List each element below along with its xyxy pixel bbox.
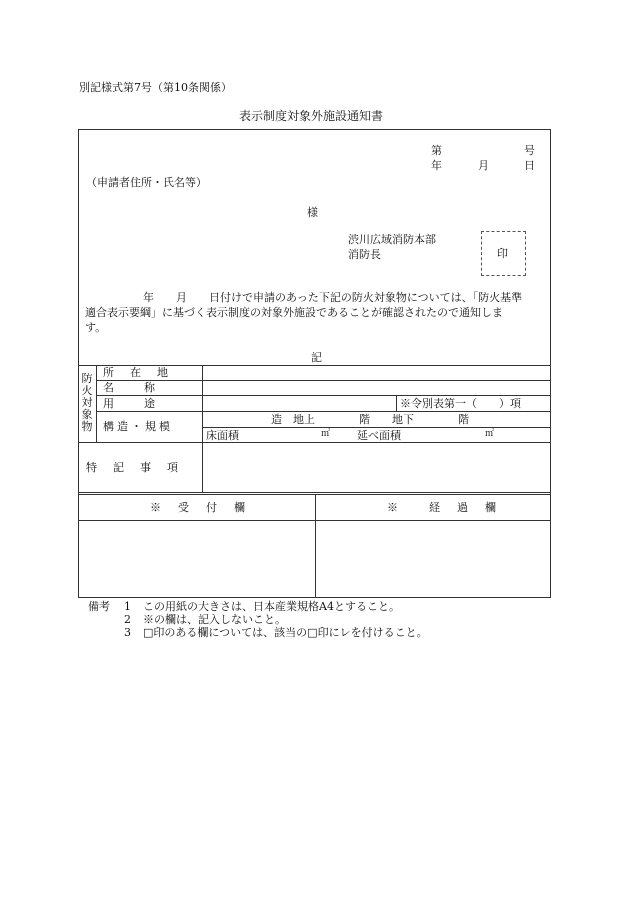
use-note: ※令別表第一（ ）項: [400, 397, 521, 410]
total-area-unit: ㎡: [485, 429, 495, 439]
row-line-2: [96, 395, 551, 396]
note-3-num: 3: [124, 626, 131, 639]
ki-heading: 記: [311, 351, 322, 364]
row-line-3: [96, 411, 551, 412]
issuer-org: 渋川広域消防本部: [348, 233, 436, 246]
issuer-title: 消防長: [348, 248, 381, 261]
applicant-label: （申請者住所・氏名等）: [86, 176, 207, 189]
side-label-fire-object: 防火対象物: [81, 372, 93, 433]
progress-column-heading: ※ 経 過 欄: [387, 501, 499, 514]
floor-area-unit: ㎡: [321, 429, 331, 439]
label-structure: 構造・規模: [103, 420, 173, 433]
body-line-1: 年 月 日付けで申請のあった下記の防火対象物については、「防火基準: [143, 291, 523, 304]
body-line-2: 適合表示要綱」に基づく表示制度の対象外施設であることが確認されたので通知しま: [85, 306, 503, 319]
date-month: 月: [478, 159, 489, 172]
floor-area-label: 床面積: [206, 429, 239, 442]
label-use: 用途: [103, 397, 185, 410]
row-line-6a: [78, 492, 551, 493]
reception-column-heading: ※ 受 付 欄: [150, 501, 248, 514]
label-remarks: 特記事項: [86, 461, 194, 474]
note-2-text: ※の欄は、記入しないこと。: [143, 613, 286, 626]
label-location: 所在地: [103, 366, 184, 379]
document-title: 表示制度対象外施設通知書: [239, 109, 384, 123]
notes-label: 備考: [88, 600, 110, 613]
col-line-use: [396, 395, 397, 411]
number-prefix: 第: [431, 144, 442, 157]
note-3-text: □印のある欄については、該当の□印にレを付けること。: [143, 626, 428, 639]
row-line-5: [78, 442, 551, 443]
note-1-num: 1: [124, 600, 131, 613]
structure-floors: 造 地上 階 地下 階: [271, 413, 469, 426]
body-line-3: す。: [85, 321, 107, 334]
seal-label: 印: [497, 247, 508, 260]
note-2-num: 2: [124, 613, 131, 626]
col-line-label: [202, 365, 203, 492]
col-line-bottom: [315, 494, 316, 598]
note-1-text: この用紙の大きさは、日本産業規格A4とすること。: [143, 600, 400, 613]
col-line-side: [96, 365, 97, 442]
total-area-label: 延べ面積: [357, 429, 401, 442]
form-reference: 別記様式第7号（第10条関係）: [79, 81, 232, 94]
honorific: 様: [307, 206, 318, 219]
date-year: 年: [431, 159, 442, 172]
number-suffix: 号: [524, 144, 535, 157]
date-day: 日: [524, 159, 535, 172]
label-name: 名称: [103, 381, 185, 394]
row-line-4: [202, 427, 551, 428]
